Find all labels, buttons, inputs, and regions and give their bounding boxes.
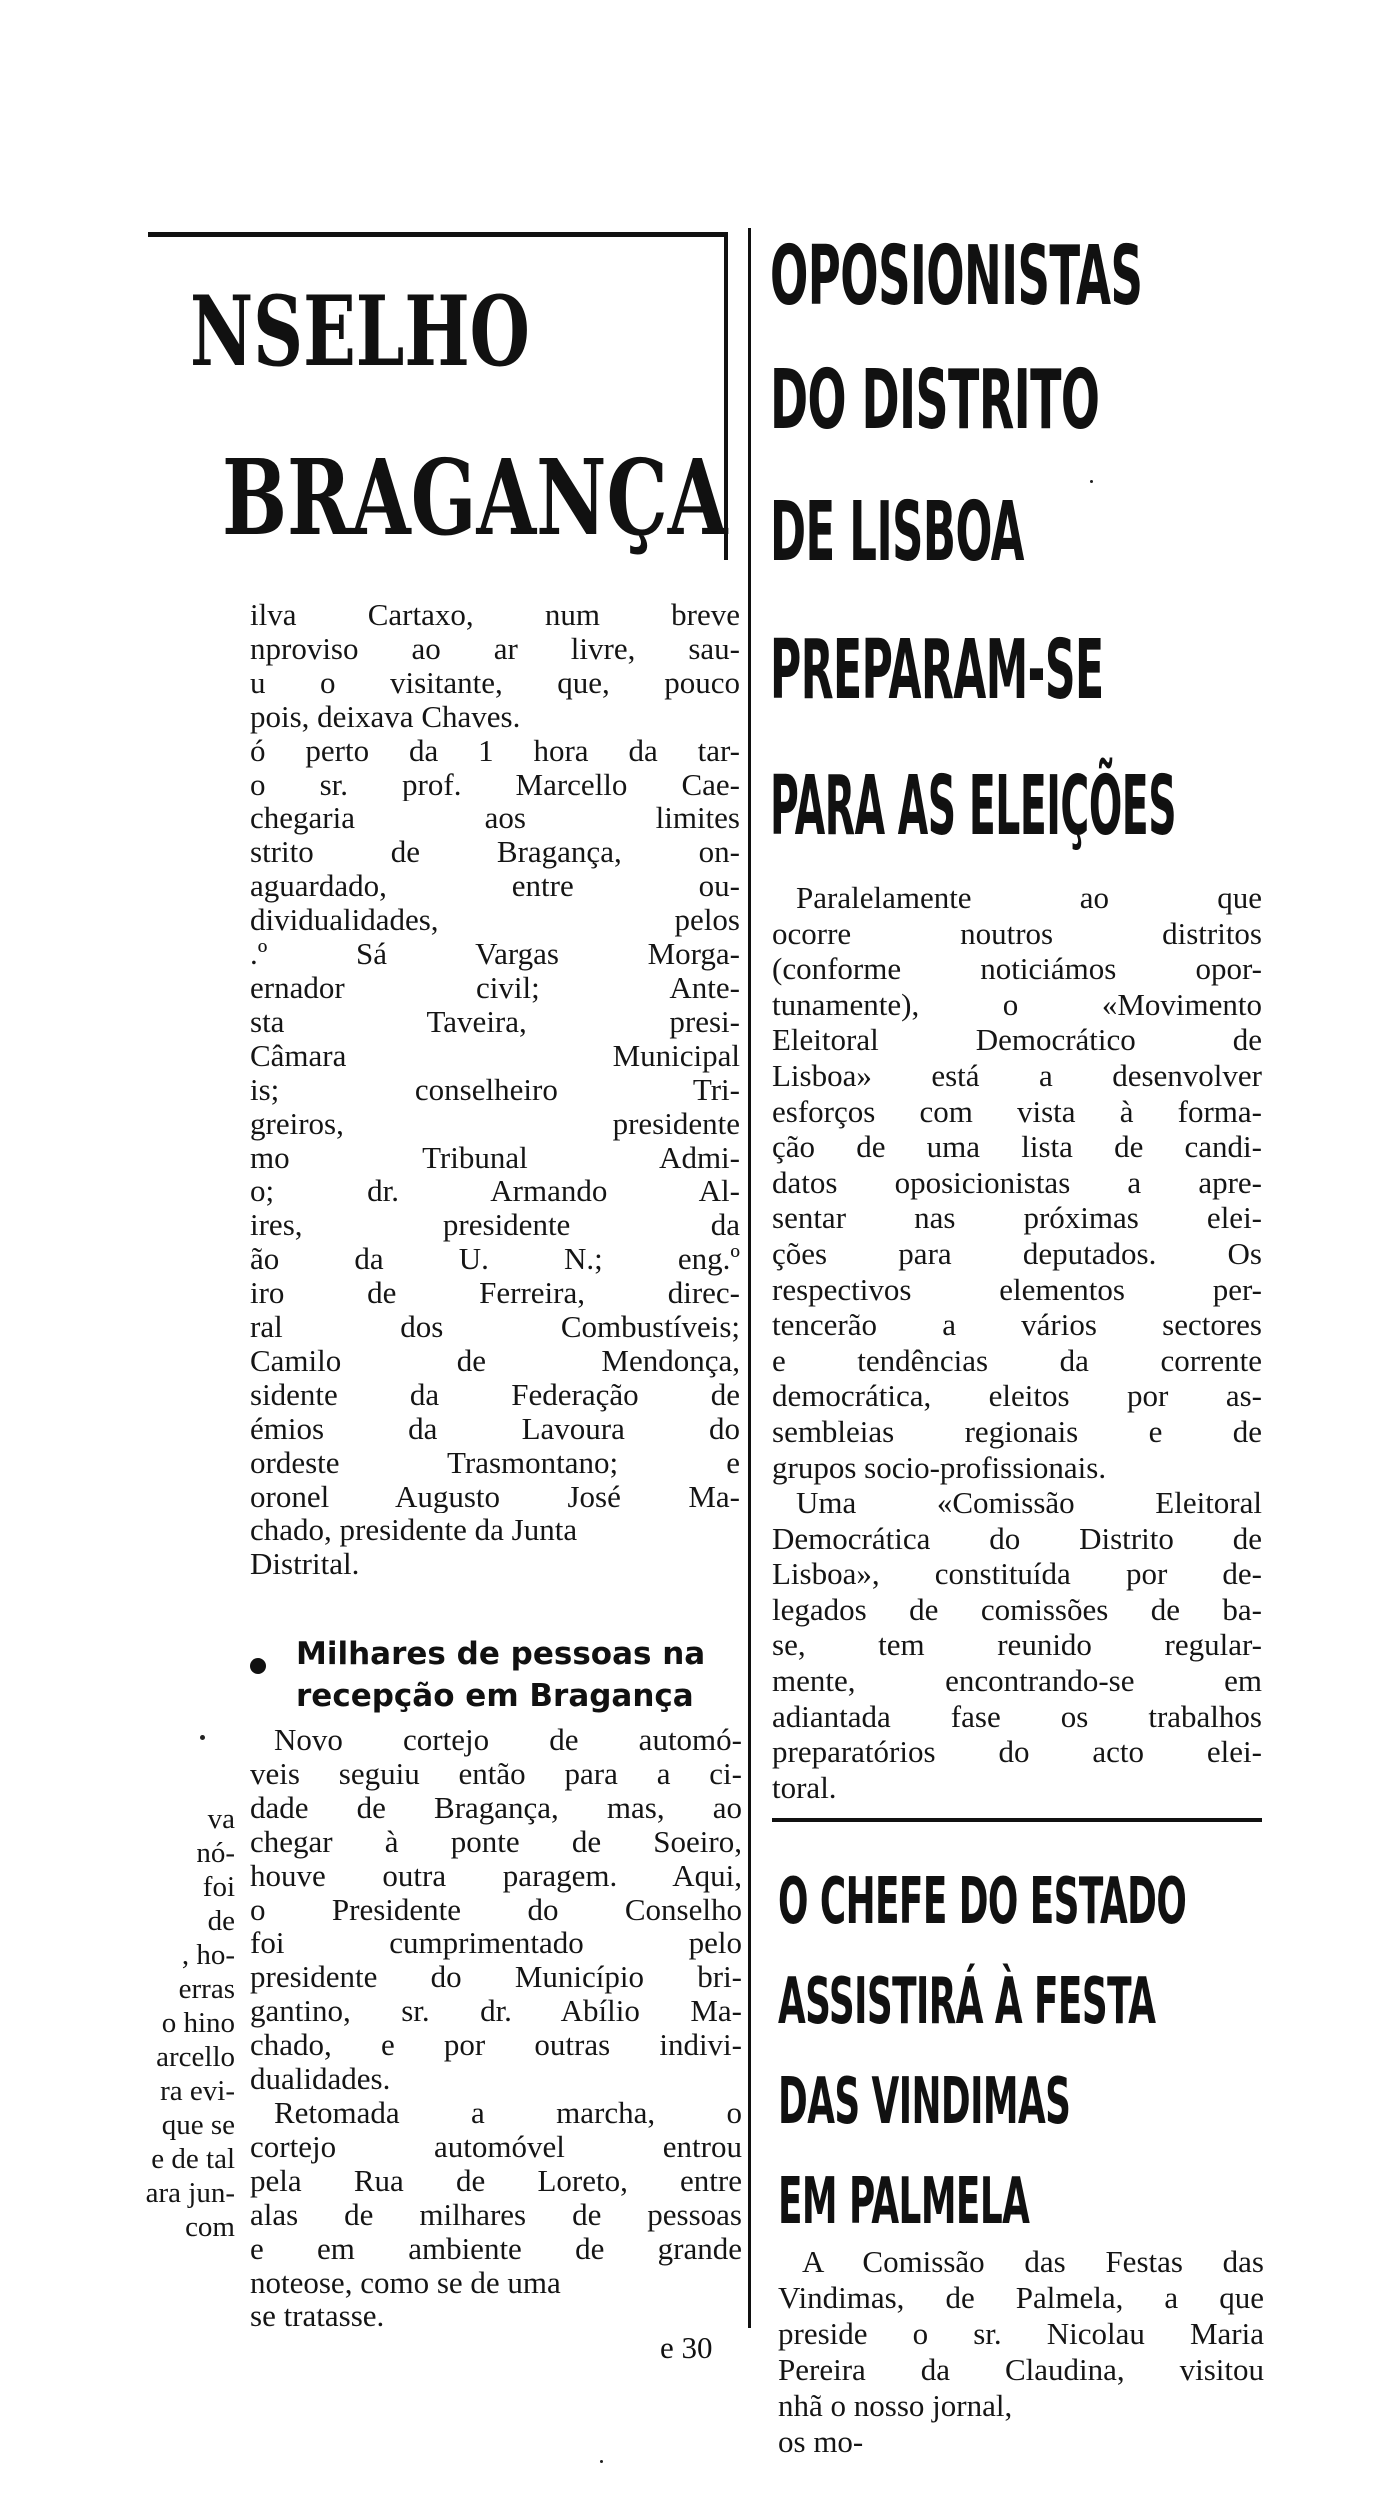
right2-body-column	[778, 2244, 1264, 2460]
left-top-rule	[148, 232, 726, 237]
text-line: iro de Ferreira, direc-	[250, 1276, 740, 1311]
text-line: Vindimas, de Palmela, a que	[778, 2280, 1264, 2315]
text-line: respectivos elementos per-	[772, 1271, 1262, 1307]
text-line: chegaria aos limites	[250, 801, 740, 836]
text-line: noteose, como se de uma	[250, 2265, 561, 2300]
right1-body-column	[772, 880, 1262, 1805]
text-line: ilva Cartaxo, num breve	[250, 598, 740, 632]
text-line: is; conselheiro Tri-	[250, 1072, 740, 1107]
text-line: Lisboa», constituída por de-	[772, 1556, 1262, 1592]
fragment-column	[120, 1802, 235, 2244]
text-line: toral.	[772, 1769, 837, 1805]
print-speck	[1090, 480, 1093, 483]
text-line: va	[207, 1803, 235, 1835]
text-line: nhã o nosso jornal,	[778, 2388, 1013, 2423]
text-line: mente, encontrando-se em	[772, 1663, 1262, 1699]
text-line: presidente do Município bri-	[250, 1960, 742, 1995]
text-line: Uma «Comissão Eleitoral	[796, 1485, 1262, 1521]
text-line: datos oposicionistas a apre-	[772, 1164, 1262, 1200]
text-line: ara jun-	[145, 2177, 235, 2209]
headline-line: DE LISBOA	[770, 485, 1024, 580]
text-line: ordeste Trasmontano; e	[250, 1445, 740, 1480]
text-line: ral dos Combustíveis;	[250, 1310, 740, 1344]
column-separator	[748, 228, 751, 2328]
text-line: émios da Lavoura do	[250, 1411, 740, 1446]
text-line: (conforme noticiámos opor-	[772, 951, 1262, 987]
text-line: Eleitoral Democrático de	[772, 1022, 1262, 1058]
text-line: arcello	[156, 2041, 235, 2073]
text-line: o hino	[161, 2007, 235, 2039]
left-body2-column	[250, 1723, 742, 2333]
text-line: ocorre noutros distritos	[772, 915, 1262, 951]
text-line: adiantada fase os trabalhos	[772, 1698, 1262, 1734]
text-line: se, tem reunido regular-	[772, 1627, 1262, 1663]
text-line: ções para deputados. Os	[772, 1235, 1262, 1271]
text-line: veis seguiu então para a ci-	[250, 1756, 742, 1791]
headline-line: PREPARAM-SE	[770, 623, 1104, 718]
text-line: com	[185, 2211, 235, 2243]
headline-line: O CHEFE DO ESTADO	[778, 1865, 1187, 1939]
text-line: foi cumprimentado pelo	[250, 1926, 742, 1961]
text-line: democrática, eleitos por as-	[772, 1378, 1262, 1414]
text-line: erras	[178, 1973, 235, 2005]
text-line: mo Tribunal Admi-	[250, 1140, 740, 1175]
headline-line: ASSISTIRÁ À FESTA	[778, 1965, 1156, 2039]
text-line: A Comissão das Festas das	[802, 2244, 1264, 2279]
headline-line: DAS VINDIMAS	[778, 2065, 1071, 2139]
text-line: e em ambiente de grande	[250, 2231, 742, 2266]
text-line: Pereira da Claudina, visitou	[778, 2352, 1264, 2387]
headline-line: DO DISTRITO	[770, 353, 1100, 448]
text-line: aguardado, entre ou-	[250, 869, 740, 904]
text-line: dividualidades, pelos	[250, 903, 740, 938]
bullet-icon	[250, 1658, 266, 1674]
text-line: Novo cortejo de automó-	[274, 1723, 742, 1757]
text-line: greiros, presidente	[250, 1106, 740, 1141]
text-line: Câmara Municipal	[250, 1038, 740, 1073]
text-line: ires, presidente da	[250, 1208, 740, 1243]
headline-line: OPOSIONISTAS	[770, 229, 1143, 324]
text-line: ra evi-	[160, 2075, 235, 2107]
text-line: tunamente), o «Movimento	[772, 986, 1262, 1022]
text-line: e de tal	[151, 2143, 235, 2175]
text-line: Lisboa» está a desenvolver	[772, 1057, 1262, 1093]
text-line: tencerão a vários sectores	[772, 1307, 1262, 1343]
text-line: ão da U. N.; eng.º	[250, 1242, 740, 1277]
text-line: chegar à ponte de Soeiro,	[250, 1824, 742, 1859]
text-line: se tratasse.	[250, 2299, 385, 2334]
text-line: sta Taveira, presi-	[250, 1004, 740, 1039]
print-speck	[600, 2460, 603, 2463]
text-line: nproviso ao ar livre, sau-	[250, 631, 740, 666]
text-line: oronel Augusto José Ma-	[250, 1479, 740, 1514]
left-subhead-line1: Milhares de pessoas na	[296, 1636, 706, 1672]
text-line: sembleias regionais e de	[772, 1413, 1262, 1449]
text-line: os mo-	[778, 2424, 864, 2459]
text-line: foi	[202, 1871, 235, 1903]
text-line: ernador civil; Ante-	[250, 970, 740, 1005]
text-line: de	[207, 1905, 235, 1937]
text-line: sidente da Federação de	[250, 1377, 740, 1412]
text-line: preparatórios do acto elei-	[772, 1734, 1262, 1770]
left-subhead-line2: recepção em Bragança	[296, 1678, 694, 1714]
text-line: alas de milhares de pessoas	[250, 2197, 742, 2232]
text-line: chado, e por outras indivi-	[250, 2028, 742, 2063]
page-folio: e 30	[660, 2330, 713, 2365]
text-line: que se	[161, 2109, 235, 2141]
text-line: Retomada a marcha, o	[274, 2095, 742, 2130]
text-line: ção de uma lista de candi-	[772, 1129, 1262, 1165]
text-line: u o visitante, que, pouco	[250, 665, 740, 700]
text-line: Paralelamente ao que	[796, 880, 1262, 915]
text-line: gantino, sr. dr. Abílio Ma-	[250, 1994, 742, 2029]
text-line: houve outra paragem. Aqui,	[250, 1858, 742, 1893]
left-headline-line1: NSELHO	[190, 275, 530, 388]
text-line: e tendências da corrente	[772, 1342, 1262, 1378]
text-line: sentar nas próximas elei-	[772, 1200, 1262, 1236]
text-line: o sr. prof. Marcello Cae-	[250, 767, 740, 802]
text-line: Distrital.	[250, 1547, 360, 1582]
text-line: dualidades.	[250, 2062, 391, 2096]
print-speck	[200, 1735, 205, 1740]
text-line: grupos socio-profissionais.	[772, 1449, 1107, 1485]
text-line: ó perto da 1 hora da tar-	[250, 733, 740, 768]
text-line: nó-	[196, 1837, 235, 1869]
text-line: esforços com vista à forma-	[772, 1093, 1262, 1129]
text-line: .º Sá Vargas Morga-	[250, 937, 740, 971]
text-line: chado, presidente da Junta	[250, 1513, 578, 1548]
text-line: strito de Bragança, on-	[250, 835, 740, 870]
text-line: pois, deixava Chaves.	[250, 699, 521, 734]
headline-line: EM PALMELA	[778, 2165, 1030, 2239]
text-line: Camilo de Mendonça,	[250, 1343, 740, 1378]
text-line: preside o sr. Nicolau Maria	[778, 2316, 1264, 2351]
left-headline-line2: BRAGANÇA	[222, 436, 728, 559]
text-line: o; dr. Armando Al-	[250, 1174, 740, 1209]
article-divider-rule	[772, 1818, 1262, 1822]
text-line: pela Rua de Loreto, entre	[250, 2163, 742, 2198]
left-body-column	[250, 598, 740, 1581]
text-line: cortejo automóvel entrou	[250, 2129, 742, 2164]
text-line: , ho-	[181, 1939, 235, 1971]
text-line: Democrática do Distrito de	[772, 1520, 1262, 1556]
text-line: o Presidente do Conselho	[250, 1892, 742, 1927]
headline-line: PARA AS ELEIÇÕES	[770, 759, 1177, 854]
text-line: legados de comissões de ba-	[772, 1591, 1262, 1627]
text-line: dade de Bragança, mas, ao	[250, 1790, 742, 1825]
